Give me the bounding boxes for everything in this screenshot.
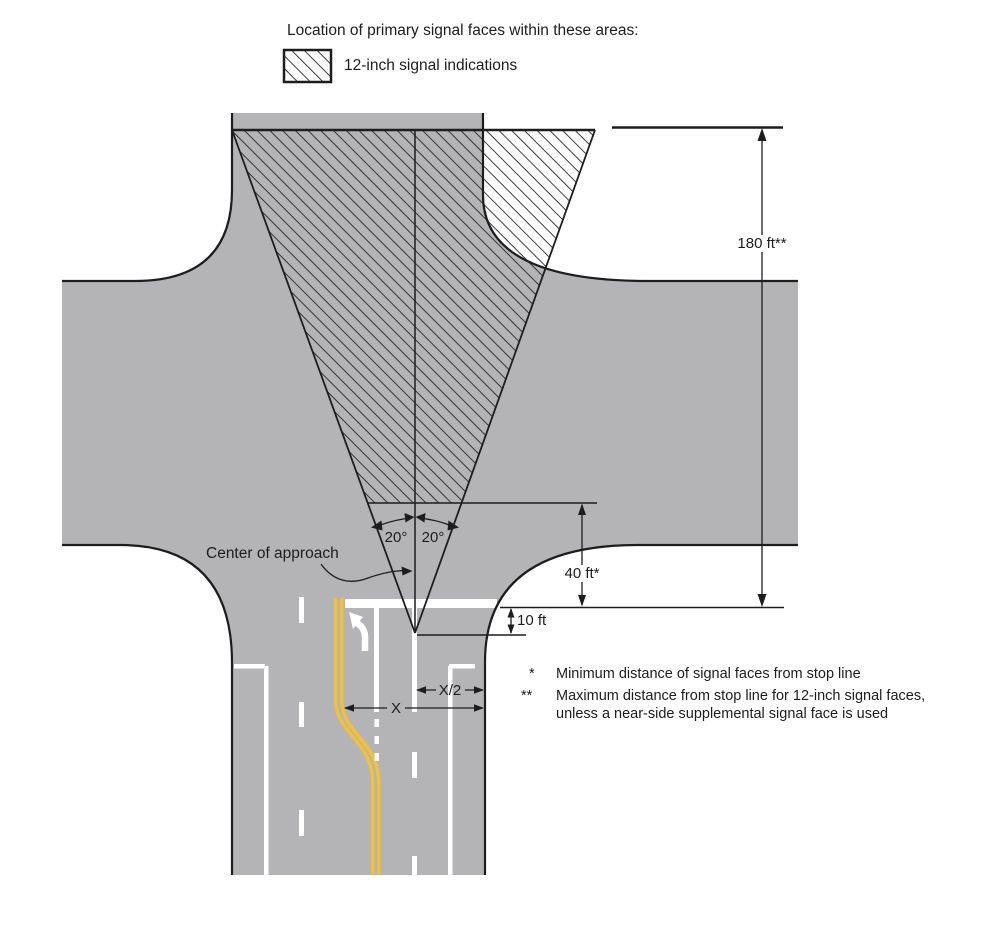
footnote2-text-line1: Maximum distance from stop line for 12-inch signal faces, [556,688,926,704]
dim-10ft-label: 10 ft [517,612,547,629]
figure-title: Location of primary signal faces within these areas: [287,22,639,39]
dim-40ft-label: 40 ft* [561,565,602,582]
angle-right-label: 20° [421,529,445,546]
turn-lane-line [374,608,379,761]
legend-swatch [284,50,331,82]
footnote2-text-line2: unless a near-side supplemental signal face is used [556,706,889,722]
dim-x-label: X [390,700,402,717]
left-edge-line [264,666,269,875]
legend-label: 12-inch signal indications [344,57,518,74]
dim-180ft-label: 180 ft** [734,235,789,252]
angle-left-label: 20° [384,529,408,546]
center-of-approach-label: Center of approach [206,545,339,562]
footnote1-text: Minimum distance of signal faces from stop line [556,666,861,682]
stop-line [345,599,497,608]
footnote1-marker: * [529,666,535,682]
footnote2-marker: ** [521,688,533,704]
dim-x2-label: X/2 [438,682,462,699]
